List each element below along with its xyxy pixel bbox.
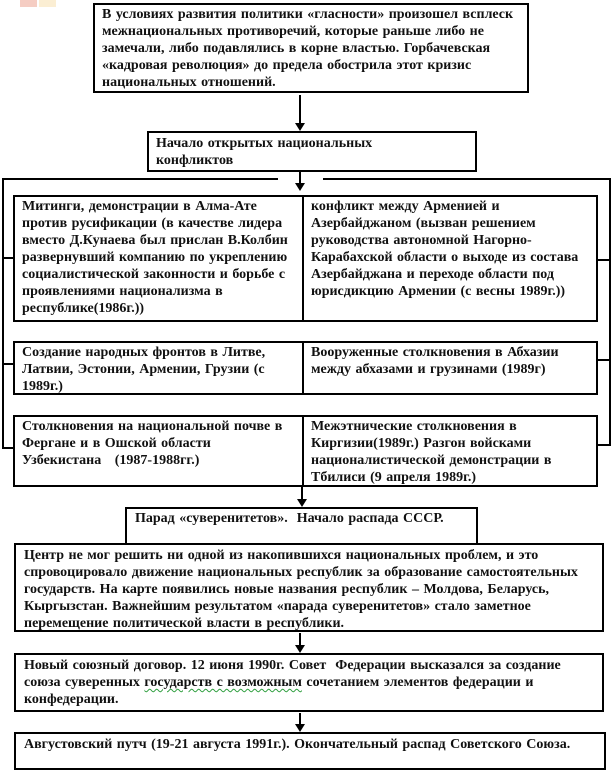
conflict-row-2-left: Создание народных фронтов в Литве, Латвии, Эстонии, Армении, Грузии (с 1989г.)	[15, 343, 304, 393]
treaty-box	[14, 653, 604, 712]
putsch-box	[14, 732, 606, 770]
treaty-text-lead: Новый союзный договор. 12 июня 1990г. Совет Федерации высказался за создание союза суверенных	[24, 658, 561, 690]
bracket-right-stub-2	[597, 359, 611, 361]
conflict-row-3	[13, 415, 598, 487]
intro-text: В условиях развития политики «гласности» произошел всплеск межнациональных противоречий, которые раньше либо не замечали, либо подавлялись в корне властью. Горбачевская «кадровая революция» до предела обострила этот кризис национальных отношений.	[102, 7, 514, 90]
placeholder-swatch-cream	[39, 0, 56, 7]
arrow-2-stem	[299, 172, 301, 183]
start-text: Начало открытых национальных конфликтов	[156, 136, 373, 168]
start-box	[147, 131, 477, 172]
conflict-row-2-right: Вооруженные столкновения в Абхазии между абхазами и грузинами (1989г)	[311, 345, 559, 377]
distribution-line-right	[323, 178, 611, 180]
placeholder-swatch-pink	[20, 0, 37, 7]
arrow-3-stem	[301, 487, 303, 499]
bracket-right-stub-3	[597, 444, 611, 446]
conflict-row-1	[13, 195, 598, 322]
conflict-row-1-left: Митинги, демонстрации в Алма-Ате против русификации (в качестве лидера вместо Д.Кунаева был прислан В.Колбин развернувший компанию по укреплению социалистической законности и борьбе с проявлениями национализма в республике(1986г.))	[15, 197, 304, 320]
treaty-text-tail: сочетанием элементов федерации и конфедерации.	[24, 675, 534, 707]
treaty-text-squiggle: государств с возможным	[144, 675, 302, 690]
arrow-1-head	[295, 123, 305, 131]
putsch-text: Августовский путч (19-21 августа 1991г.). Окончательный распад Советского Союза.	[24, 737, 571, 752]
bracket-right-stub-1	[597, 259, 611, 261]
distribution-line-left	[2, 178, 278, 180]
parade-box	[125, 507, 478, 545]
arrow-1-stem	[299, 95, 301, 124]
conflict-row-1-right: конфликт между Арменией и Азербайджаном (вызван решением руководства автономной Нагорно-Карабахской области о выходе из состава Азербайджана и переходе области под юрисдикцию Армении (с весны 1989г.))	[311, 199, 579, 299]
conflict-row-3-right: Межэтнические столкновения в Киргизии(1989г.) Разгон войсками националистической демонстрации в Тбилиси (9 апреля 1989г.)	[311, 419, 552, 485]
bracket-right-vertical	[609, 178, 611, 446]
bracket-left-vertical	[2, 178, 4, 449]
conflict-row-3-left: Столкновения на национальной почве в Фергане и в Ошской области Узбекистана (1987-1988гг.)	[15, 417, 304, 485]
arrow-3-head	[297, 499, 307, 507]
arrow-5-head	[295, 724, 305, 732]
arrow-5-stem	[299, 713, 301, 724]
conflict-row-2	[13, 341, 598, 395]
arrow-4-head	[295, 645, 305, 653]
center-text: Центр не мог решить ни одной из накопившихся национальных проблем, и это спровоцировало движение национальных республик за образование самостоятельных государств. На карте появились новые названия республик – Молдова, Беларусь, Кыргызстан. Важнейшим результатом «парада суверенитетов» стало заметное перемещение политической власти в республики.	[24, 548, 578, 631]
center-box	[14, 543, 604, 632]
intro-box	[93, 3, 529, 93]
parade-text: Парад «суверенитетов». Начало распада СССР.	[135, 511, 444, 526]
image-placeholder-icon	[20, 0, 58, 7]
arrow-2-head	[295, 183, 305, 191]
arrow-4-stem	[299, 633, 301, 645]
